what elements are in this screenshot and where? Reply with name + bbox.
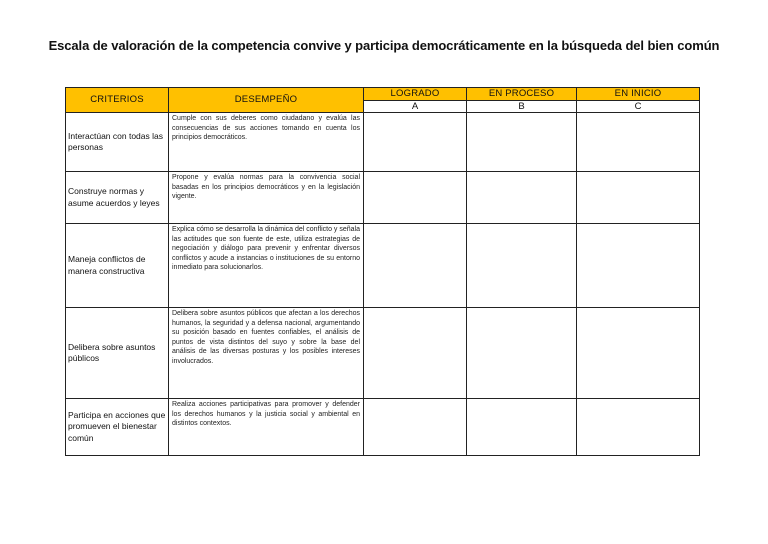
logrado-cell[interactable]: [364, 399, 467, 456]
header-col-a: A: [364, 101, 467, 113]
criterio-cell: Interactúan con todas las personas: [66, 113, 169, 172]
criterio-cell: Delibera sobre asuntos públicos: [66, 308, 169, 399]
table-row: [66, 399, 700, 456]
header-en-proceso: EN PROCESO: [467, 88, 577, 101]
en-proceso-cell[interactable]: [467, 172, 577, 224]
en-inicio-cell[interactable]: [577, 113, 700, 172]
table-row: [66, 308, 700, 399]
desempeno-cell: Delibera sobre asuntos públicos que afectan a los derechos humanos, la seguridad y a defensa nacional, argumentando su posición basado en fuentes confiables, el análisis de puntos de vista distintos del suyo y sobre la base del análisis de las diversas posturas y los posibles intereses involucrados.: [169, 308, 364, 399]
header-col-c: C: [577, 101, 700, 113]
en-proceso-cell[interactable]: [467, 399, 577, 456]
logrado-cell[interactable]: [364, 308, 467, 399]
criterio-cell: Participa en acciones que promueven el bienestar común: [66, 399, 169, 456]
desempeno-cell: Propone y evalúa normas para la convivencia social basadas en los principios democráticos y en la legislación vigente.: [169, 172, 364, 224]
en-inicio-cell[interactable]: [577, 399, 700, 456]
desempeno-cell: Cumple con sus deberes como ciudadano y evalúa las consecuencias de sus acciones tomando en cuenta los principios democráticos.: [169, 113, 364, 172]
en-proceso-cell[interactable]: [467, 308, 577, 399]
header-logrado: LOGRADO: [364, 88, 467, 101]
logrado-cell[interactable]: [364, 172, 467, 224]
en-proceso-cell[interactable]: [467, 113, 577, 172]
en-inicio-cell[interactable]: [577, 224, 700, 308]
en-proceso-cell[interactable]: [467, 224, 577, 308]
desempeno-cell: Explica cómo se desarrolla la dinámica del conflicto y señala las actitudes que son fuente de este, utiliza estrategias de negociación y diálogo para prevenir y enfrentar diversos conflictos y acude a instancias o instituciones de su entorno inmediato para solucionarlos.: [169, 224, 364, 308]
logrado-cell[interactable]: [364, 224, 467, 308]
en-inicio-cell[interactable]: [577, 172, 700, 224]
header-desempeno: DESEMPEÑO: [169, 88, 364, 113]
desempeno-cell: Realiza acciones participativas para promover y defender los derechos humanos y la justicia social y ambiental en distintos contextos.: [169, 399, 364, 456]
header-criterios: CRITERIOS: [66, 88, 169, 113]
header-row-top: [66, 88, 700, 101]
criterio-cell: Maneja conflictos de manera constructiva: [66, 224, 169, 308]
logrado-cell[interactable]: [364, 113, 467, 172]
table-row: [66, 113, 700, 172]
table-row: [66, 224, 700, 308]
header-en-inicio: EN INICIO: [577, 88, 700, 101]
page-title: Escala de valoración de la competencia convive y participa democráticamente en la búsqueda del bien común: [48, 38, 720, 53]
header-col-b: B: [467, 101, 577, 113]
criterio-cell: Construye normas y asume acuerdos y leyes: [66, 172, 169, 224]
en-inicio-cell[interactable]: [577, 308, 700, 399]
rubric-table: [65, 87, 700, 456]
table-row: [66, 172, 700, 224]
